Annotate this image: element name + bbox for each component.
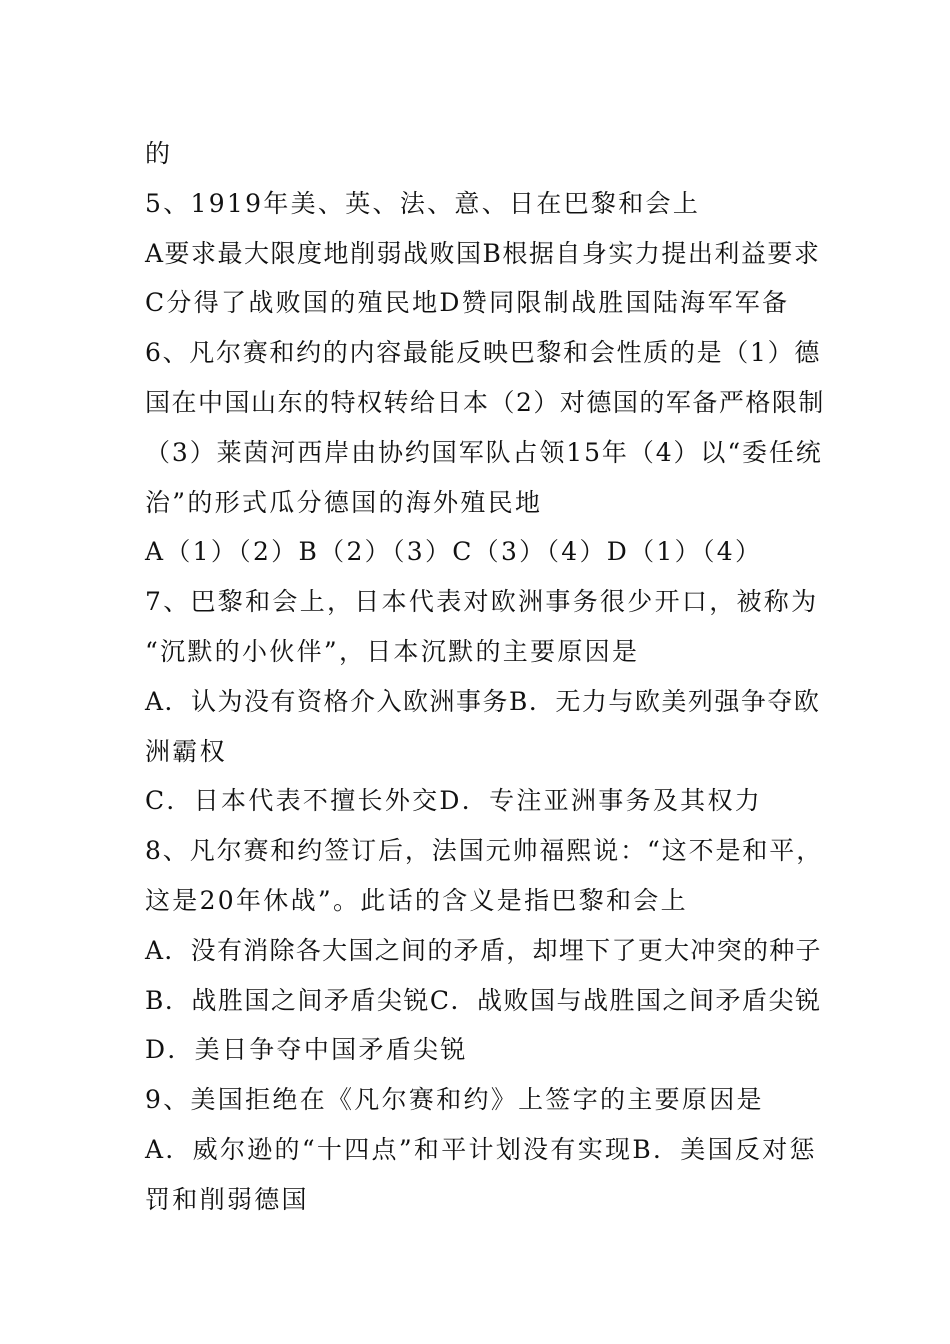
question-8-option-d: D．美日争夺中国矛盾尖锐 [145,1035,468,1065]
question-7-options-ab: A．认为没有资格介入欧洲事务B．无力与欧美列强争夺欧 [145,686,821,716]
question-7-stem: 7、巴黎和会上，日本代表对欧洲事务很少开口，被称为 [145,587,819,617]
question-9-options-ab: A．威尔逊的“十四点”和平计划没有实现B．美国反对惩 [145,1134,817,1164]
question-6-stem: 治”的形式瓜分德国的海外殖民地 [145,487,543,517]
question-6-stem: 国在中国山东的特权转给日本（2）对德国的军备严格限制 [145,387,825,417]
text-line: 的 [145,139,173,168]
question-8-stem: 这是20年休战”。此话的含义是指巴黎和会上 [145,885,688,915]
question-8-options-bc: B．战胜国之间矛盾尖锐C．战败国与战胜国之间矛盾尖锐 [145,985,822,1015]
question-6-options: A（1）（2）B（2）（3）C（3）（4）D（1）（4） [145,537,763,567]
question-6-stem: （3）莱茵河西岸由协约国军队占领15年（4）以“委任统 [145,437,823,467]
question-5-options-cd: C分得了战败国的殖民地D赞同限制战胜国陆海军军备 [145,288,790,318]
question-7-options-ab: 洲霸权 [145,736,227,766]
document-body [145,129,825,1225]
question-8-stem: 8、凡尔赛和约签订后，法国元帅福熙说：“这不是和平， [145,836,824,866]
question-8-option-a: A．没有消除各大国之间的矛盾，却埋下了更大冲突的种子 [145,935,822,965]
question-7-options-cd: C．日本代表不擅长外交D．专注亚洲事务及其权力 [145,786,763,816]
question-7-stem: “沉默的小伙伴”，日本沉默的主要原因是 [145,636,640,666]
question-9-stem: 9、美国拒绝在《凡尔赛和约》上签字的主要原因是 [145,1085,764,1115]
question-5-stem: 5、1919年美、英、法、意、日在巴黎和会上 [145,188,701,218]
question-5-options-ab: A要求最大限度地削弱战败国B根据自身实力提出利益要求 [145,238,821,268]
question-9-options-ab: 罚和削弱德国 [145,1184,309,1214]
question-6-stem: 6、凡尔赛和约的内容最能反映巴黎和会性质的是（1）德 [145,338,822,368]
